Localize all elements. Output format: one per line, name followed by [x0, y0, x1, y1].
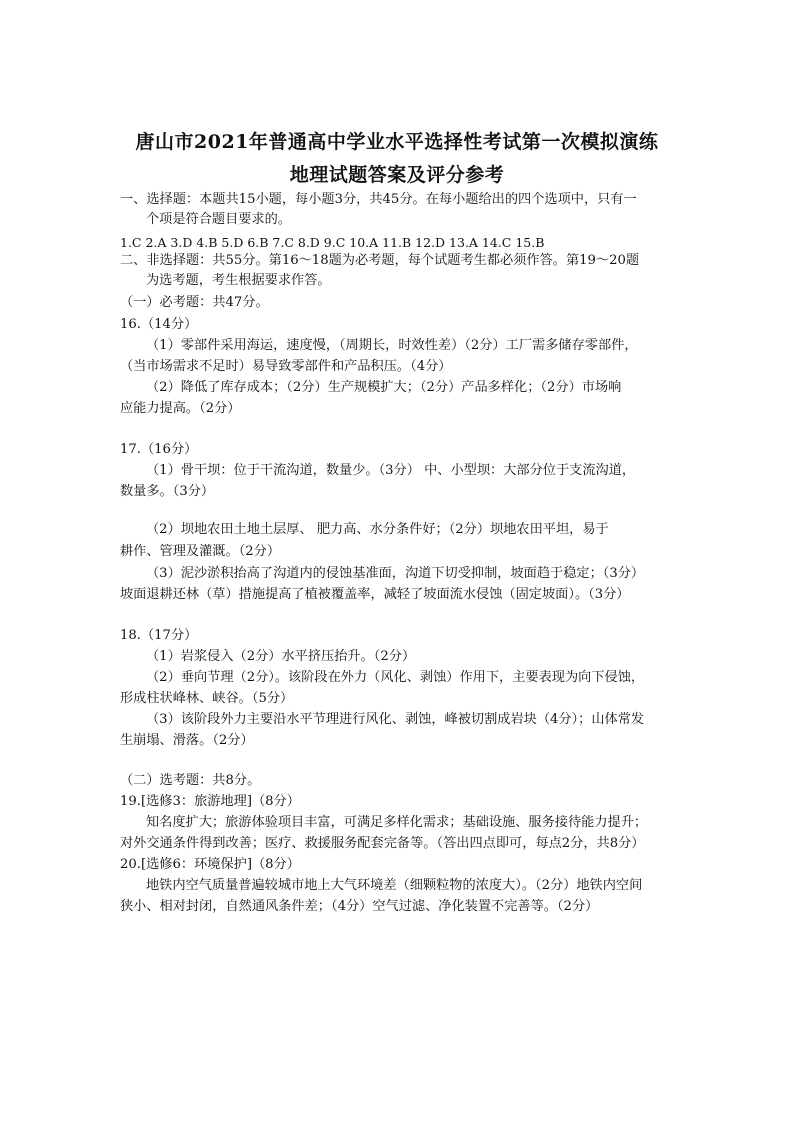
q17-line: （2）坝地农田土地土层厚、 肥力高、水分条件好；（2分）坝地农田平坦，易于 [146, 522, 609, 537]
section-two-heading-cont: 为选考题，考生根据要求作答。 [146, 273, 331, 288]
q19-heading: 19.[选修3：旅游地理]（8分） [120, 794, 300, 809]
q18-line: （2）垂向节理（2分）。该阶段在外力（风化、剥蚀）作用下，主要表现为向下侵蚀， [146, 670, 645, 685]
q17-line: 耕作、管理及灌溉。（2分） [120, 544, 281, 559]
section-one-heading: 一、选择题：本题共15小题，每小题3分，共45分。在每小题给出的四个选项中，只有一 [120, 192, 637, 207]
elective-section-heading: （二）选考题：共8分。 [120, 773, 261, 788]
q16-line: 应能力提高。（2分） [120, 401, 241, 416]
q18-line: （1）岩浆侵入（2分）水平挤压抬升。（2分） [146, 649, 416, 664]
q20-heading: 20.[选修6：环境保护]（8分） [120, 857, 300, 872]
q18-heading: 18.（17分） [120, 628, 198, 643]
q17-line: 坡面退耕还林（草）措施提高了植被覆盖率，减轻了坡面流水侵蚀（固定坡面）。（3分） [120, 587, 630, 602]
q18-line: 生崩塌、滑落。（2分） [120, 733, 254, 748]
q20-line: 狭小、相对封闭，自然通风条件差；（4分）空气过滤、净化装置不完善等。（2分） [120, 899, 599, 914]
q18-line: （3）该阶段外力主要沿水平节理进行风化、剥蚀，峰被切割成岩块（4分）；山体常发 [146, 712, 645, 727]
q18-line: 形成柱状峰林、峡谷。（5分） [120, 691, 294, 706]
document-subtitle: 地理试题答案及评分参考 [289, 164, 505, 186]
q16-line: （当市场需求不足时）易导致零部件和产品积压。（4分） [120, 359, 452, 374]
q16-line: （1）零部件采用海运，速度慢，（周期长，时效性差）（2分）工厂需多储存零部件， [146, 338, 638, 353]
q20-line: 地铁内空气质量普遍较城市地上大气环境差（细颗粒物的浓度大）。（2分）地铁内空间 [146, 878, 643, 893]
q19-line: 对外交通条件得到改善；医疗、救援服务配套完备等。（答出四点即可，每点2分，共8分） [120, 836, 645, 851]
q16-line: （2）降低了库存成本；（2分）生产规模扩大；（2分）产品多样化；（2分）市场响 [146, 380, 622, 395]
q17-line: 数量多。（3分） [120, 484, 215, 499]
section-one-heading-cont: 个项是符合题目要求的。 [146, 212, 292, 227]
q17-line: （1）骨干坝：位于干流沟道，数量少。（3分） 中、小型坝：大部分位于支流沟道， [146, 463, 636, 478]
choice-answers: 1.C 2.A 3.D 4.B 5.D 6.B 7.C 8.D 9.C 10.A 11.B 12.D 13.A 14.C 15.B [120, 235, 545, 250]
q17-heading: 17.（16分） [120, 442, 198, 457]
q16-heading: 16.（14分） [120, 317, 198, 332]
document-title: 唐山市2021年普通高中学业水平选择性考试第一次模拟演练 [135, 131, 659, 153]
q17-line: （3）泥沙淤积抬高了沟道内的侵蚀基准面，沟道下切受抑制，坡面趋于稳定；（3分） [146, 566, 645, 581]
section-two-heading: 二、非选择题：共55分。第16～18题为必考题，每个试题考生都必须作答。第19～20题 [120, 253, 640, 268]
required-section-heading: （一）必考题：共47分。 [120, 295, 269, 310]
q19-line: 知名度扩大；旅游体验项目丰富，可满足多样化需求；基础设施、服务接待能力提升； [146, 815, 648, 830]
